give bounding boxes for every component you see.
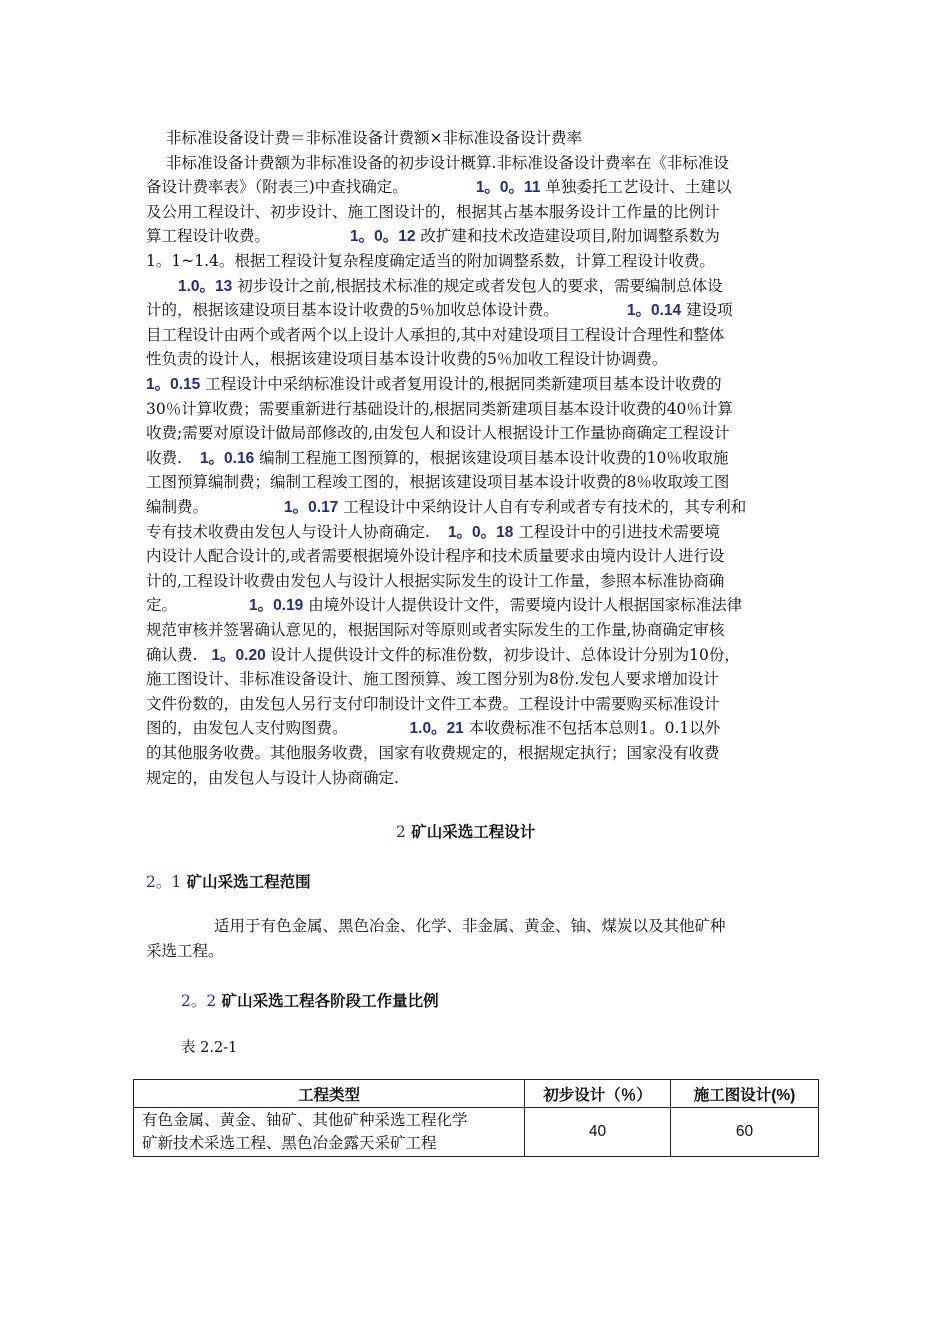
line-text: 设计人提供设计文件的标准份数，初步设计、总体设计分别为10份， — [265, 645, 740, 664]
body-line — [146, 397, 733, 421]
section-2-number: 2 — [396, 823, 406, 841]
line-text: 单独委托工艺设计、土建以 — [540, 178, 732, 197]
line-text: 规范审核并签署确认意见的，根据国际对等原则或者实际发生的工作量,协商确定审核 — [146, 621, 725, 639]
line-text: 收费;需要对原设计做局部修改的,由发包人和设计人根据设计工作量协商确定工程设计 — [146, 424, 730, 443]
line-text: 本收费标准不包括本总则1。0.1以外 — [463, 719, 721, 738]
clause-number: 1。0.20 — [211, 646, 266, 664]
section-2-1-number: 2。1 — [146, 873, 182, 891]
body-line — [146, 249, 715, 273]
body-line — [146, 274, 723, 299]
cell-project-type — [134, 1108, 525, 1157]
line-text: 建设项 — [681, 301, 733, 320]
body-line — [146, 151, 729, 175]
section-2-1-heading — [146, 870, 311, 892]
line-text: 及公用工程设计、初步设计、施工图设计的，根据其占基本服务设计工作量的比例计 — [146, 202, 720, 221]
cell-project-type-line-1: 有色金属、黄金、铀矿、其他矿种采选工程化学 — [142, 1111, 468, 1129]
line-text: 工程设计中采纳标准设计或者复用设计的,根据同类新建项目基本设计收费的 — [200, 375, 722, 393]
section-2-1-text-line-1: 适用于有色金属、黑色冶金、化学、非金属、黄金、铀、煤炭以及其他矿种 — [214, 917, 726, 935]
body-line — [146, 643, 740, 668]
line-text: 规定的，由发包人与设计人协商确定. — [146, 768, 399, 787]
body-line — [146, 618, 724, 642]
line-text: 工图预算编制费；编制工程竣工图的，根据该建设项目基本设计收费的8％收取竣工图 — [146, 473, 730, 492]
body-line — [146, 126, 582, 150]
section-2-1-title: 矿山采选工程范围 — [186, 872, 311, 891]
body-line — [146, 495, 746, 520]
body-line — [146, 175, 731, 200]
clause-number: 1.0。21 — [409, 720, 464, 738]
line-text: 确认费. — [146, 645, 198, 664]
clause-number: 1。0.14 — [626, 302, 682, 320]
body-line — [146, 716, 720, 741]
section-2-1-text-line-2: 采选工程。 — [146, 942, 224, 960]
table-header-row — [134, 1080, 819, 1108]
body-line — [146, 741, 720, 765]
body-line — [146, 224, 720, 249]
table-caption: 表 2.2-1 — [181, 1040, 238, 1056]
body-line — [146, 520, 720, 545]
line-text: 文件份数的，由发包人另行支付印制设计文件工本费。工程设计中需要购买标准设计 — [146, 694, 720, 713]
line-text: 工程设计中采纳设计人自有专利或者专有技术的，其专利和 — [338, 498, 747, 516]
section-2-2-heading — [181, 989, 439, 1011]
clause-number: 1。0。12 — [350, 228, 416, 246]
line-text: 由境外设计人提供设计文件，需要境内设计人根据国家标准法律 — [303, 596, 743, 615]
line-text: 编制费。 — [146, 498, 209, 516]
body-line — [146, 692, 720, 716]
body-line — [146, 421, 730, 445]
section-2-title: 矿山采选工程设计 — [411, 822, 536, 841]
header-construction-design: 施工图设计(%) — [671, 1080, 819, 1108]
cell-construction-value: 60 — [671, 1108, 819, 1157]
clause-number: 1。0.19 — [249, 597, 304, 615]
clause-number: 1。0。18 — [447, 523, 514, 541]
table-row — [134, 1108, 819, 1157]
body-line — [146, 323, 724, 347]
body-line — [146, 372, 722, 397]
body-line — [146, 298, 733, 323]
line-text: 专有技术收费由发包人与设计人协商确定. — [146, 522, 430, 541]
line-text: 算工程设计收费。 — [146, 227, 271, 246]
line-text: 1。1~1.4。根据工程设计复杂程度确定适当的附加调整系数，计算工程设计收费。 — [146, 252, 715, 270]
body-line — [146, 347, 667, 371]
body-line — [146, 544, 724, 568]
line-text: 计的,工程设计收费由发包人与设计人根据实际发生的设计工作量，参照本标准协商确 — [146, 571, 725, 590]
line-text: 性负责的设计人，根据该建设项目基本设计收费的5％加收工程设计协调费。 — [146, 350, 668, 369]
line-text: 图的，由发包人支付购图费。 — [146, 719, 348, 738]
clause-number: 1。0。11 — [475, 179, 541, 197]
line-text: 工程设计中的引进技术需要境 — [513, 522, 720, 541]
body-line — [146, 446, 728, 471]
header-project-type: 工程类型 — [134, 1080, 525, 1108]
line-text: 改扩建和技术改造建设项目,附加调整系数为 — [415, 227, 720, 246]
header-preliminary-design: 初步设计（％） — [525, 1080, 671, 1108]
body-line — [146, 593, 742, 618]
cell-preliminary-value: 40 — [525, 1108, 671, 1157]
clause-number: 1。0.15 — [146, 376, 201, 393]
clause-number: 1。0.16 — [199, 449, 255, 467]
section-2-heading — [396, 820, 535, 842]
line-text: 目工程设计由两个或者两个以上设计人承担的,其中对建设项目工程设计合理性和整体 — [146, 325, 725, 344]
line-text: 内设计人配合设计的,或者需要根据境外设计程序和技术质量要求由境内设计人进行设 — [146, 547, 725, 566]
clause-number: 1.0。13 — [178, 277, 233, 295]
body-line — [146, 569, 724, 593]
clause-number: 1。0.17 — [284, 499, 339, 516]
line-text: 的其他服务收费。其他服务收费，国家有收费规定的，根据规定执行；国家没有收费 — [146, 744, 720, 762]
line-text: 初步设计之前,根据技术标准的规定或者发包人的要求，需要编制总体设 — [232, 276, 723, 295]
section-2-2-number: 2。2 — [181, 992, 217, 1010]
line-text: 30％计算收费；需要重新进行基础设计的,根据同类新建项目基本设计收费的40％计算 — [146, 399, 733, 418]
section-2-2-title: 矿山采选工程各阶段工作量比例 — [221, 991, 439, 1010]
line-text: 备设计费率表》（附表三)中查找确定。 — [146, 178, 408, 197]
line-text: 非标准设备设计费＝非标准设备计费额×非标准设备设计费率 — [166, 129, 582, 147]
body-line — [146, 470, 729, 494]
line-text: 非标准设备计费额为非标准设备的初步设计概算.非标准设备设计费率在《非标准设 — [166, 153, 729, 172]
line-text: 收费. — [146, 448, 182, 467]
body-line — [146, 766, 399, 790]
body-line — [146, 200, 720, 224]
body-line — [146, 667, 719, 691]
line-text: 定。 — [146, 596, 178, 615]
line-text: 施工图设计、非标准设备设计、施工图预算、竣工图分别为8份.发包人要求增加设计 — [146, 670, 719, 689]
cell-project-type-line-2: 矿新技术采选工程、黑色冶金露天采矿工程 — [142, 1134, 437, 1152]
line-text: 编制工程施工图预算的，根据该建设项目基本设计收费的10％收取施 — [254, 448, 729, 467]
line-text: 计的，根据该建设项目基本设计收费的5％加收总体设计费。 — [146, 301, 559, 320]
workload-ratio-table — [133, 1079, 819, 1157]
